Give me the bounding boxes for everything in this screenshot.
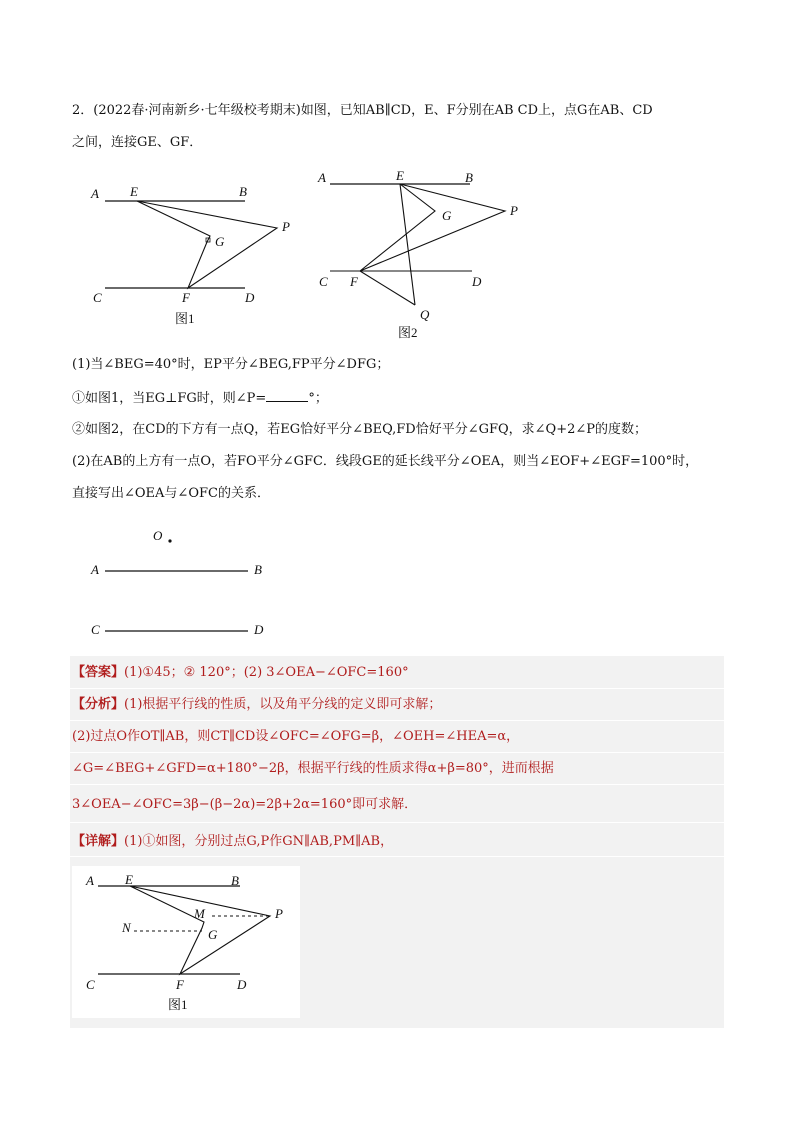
fig2-label-C: C xyxy=(319,274,328,289)
analysis-line-3: ∠G=∠BEG+∠GFD=α+180°−2β，根据平行线的性质求得α+β=80°，进而根据 xyxy=(72,761,554,776)
question-line-1: 2．(2022春·河南新乡·七年级校考期末)如图，已知AB∥CD，E、F分别在AB CD上，点G在AB、CD xyxy=(72,103,653,118)
analysis-line-4: 3∠OEA−∠OFC=3β−(β−2α)=2β+2α=160°即可求解． xyxy=(72,797,418,812)
fig2-label-A: A xyxy=(318,170,326,185)
sub-question-2a: (2)在AB的上方有一点O，若FO平分∠GFC．线段GE的延长线平分∠OEA，则当∠EOF+∠EGF=100°时， xyxy=(72,454,699,469)
fig3-label-D: D xyxy=(254,622,264,637)
fig1-label-D: D xyxy=(245,290,255,305)
sub-question-1a-unit: °； xyxy=(308,391,328,406)
figure-1 xyxy=(85,178,300,328)
fig4-label-P: P xyxy=(275,906,283,921)
fig3-label-B: B xyxy=(254,562,262,577)
fig4-label-N: N xyxy=(122,920,131,935)
fig4-label-G: G xyxy=(208,927,218,942)
fig3-label-C: C xyxy=(91,622,100,637)
detail-tag: 【详解】 xyxy=(72,834,125,849)
sub-question-1b: ②如图2，在CD的下方有一点Q，若EG恰好平分∠BEQ,FD恰好平分∠GFQ，求∠Q+2∠P的度数； xyxy=(72,422,648,437)
figure-3 xyxy=(85,520,285,645)
fig2-label-E: E xyxy=(396,168,404,183)
fig4-label-C: C xyxy=(86,977,95,992)
fig1-label-A: A xyxy=(91,186,99,201)
analysis-line-1 xyxy=(72,696,441,714)
fig2-label-D: D xyxy=(472,274,482,289)
fig2-label-Q: Q xyxy=(420,307,430,322)
divider xyxy=(70,856,724,857)
solution-figure-panel xyxy=(72,866,300,1018)
answer-line xyxy=(72,664,409,682)
divider xyxy=(70,752,724,753)
sub-question-1a-text: ①如图1，当EG⊥FG时，则∠P= xyxy=(72,391,267,406)
answer-blank xyxy=(266,389,308,402)
divider xyxy=(70,688,724,689)
divider xyxy=(70,822,724,823)
analysis-tag: 【分析】 xyxy=(72,697,125,712)
figure-2 xyxy=(310,165,530,345)
fig1-label-G: G xyxy=(215,234,225,249)
fig4-label-F: F xyxy=(176,977,184,992)
analysis-line-2: (2)过点O作OT∥AB，则CT∥CD设∠OFC=∠OFG=β，∠OEH=∠HEA=α， xyxy=(72,729,520,744)
fig2-label-F: F xyxy=(350,274,358,289)
fig2-label-B: B xyxy=(465,170,473,185)
figure-4 xyxy=(72,866,300,1018)
fig1-label-P: P xyxy=(282,219,290,234)
detail-line-1 xyxy=(72,833,393,851)
fig2-label-P: P xyxy=(510,203,518,218)
detail-text-1: (1)①如图，分别过点G,P作GN∥AB,PM∥AB， xyxy=(124,834,394,849)
divider xyxy=(70,784,724,785)
fig3-label-O: O xyxy=(153,528,163,543)
fig1-label-E: E xyxy=(130,184,138,199)
fig1-label-B: B xyxy=(239,184,247,199)
fig4-label-B: B xyxy=(231,873,239,888)
question-line-2: 之间，连接GE、GF． xyxy=(72,135,203,150)
fig4-label-D: D xyxy=(237,977,247,992)
fig1-label-C: C xyxy=(93,290,102,305)
fig2-label-G: G xyxy=(442,208,452,223)
answer-tag: 【答案】 xyxy=(72,665,125,680)
analysis-text-1: (1)根据平行线的性质，以及角平分线的定义即可求解； xyxy=(124,697,442,712)
fig2-caption: 图2 xyxy=(398,325,418,340)
fig4-label-A: A xyxy=(86,873,94,888)
answer-text: (1)①45；② 120°；(2) 3∠OEA−∠OFC=160° xyxy=(124,665,409,680)
divider xyxy=(70,720,724,721)
fig1-caption: 图1 xyxy=(175,311,195,326)
fig3-label-A: A xyxy=(91,562,99,577)
fig4-label-E: E xyxy=(125,872,133,887)
sub-question-1: (1)当∠BEG=40°时，EP平分∠BEG,FP平分∠DFG； xyxy=(72,357,390,372)
fig4-label-M: M xyxy=(194,906,205,921)
fig1-label-F: F xyxy=(182,290,190,305)
fig4-caption: 图1 xyxy=(168,997,188,1012)
sub-question-1a xyxy=(72,389,328,408)
sub-question-2b: 直接写出∠OEA与∠OFC的关系． xyxy=(72,486,270,501)
